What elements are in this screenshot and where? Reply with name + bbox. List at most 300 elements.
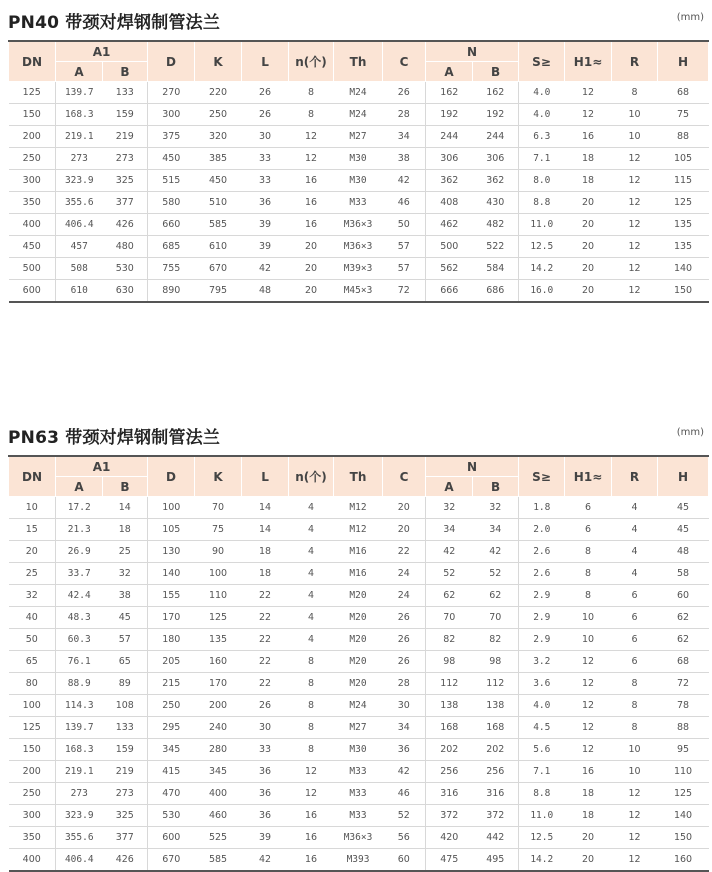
cell-a1-a: 406.4 <box>56 214 103 236</box>
cell-n-a: 52 <box>426 563 473 585</box>
cell-k: 795 <box>195 280 242 303</box>
cell-h: 58 <box>658 563 709 585</box>
cell-c: 46 <box>383 192 426 214</box>
table-row <box>9 126 709 148</box>
cell-r: 4 <box>612 519 658 541</box>
cell-bolt-count: 16 <box>289 170 334 192</box>
cell-n-a: 62 <box>426 585 473 607</box>
table-row <box>9 541 709 563</box>
header-n-b: B <box>473 477 519 497</box>
cell-n-a: 316 <box>426 783 473 805</box>
cell-s: 2.6 <box>519 563 565 585</box>
header-bolt-count: n(个) <box>289 456 334 497</box>
cell-h1: 18 <box>565 783 612 805</box>
cell-dn: 20 <box>9 541 56 563</box>
cell-r: 10 <box>612 739 658 761</box>
cell-r: 12 <box>612 783 658 805</box>
cell-h: 45 <box>658 497 709 519</box>
cell-a1-a: 21.3 <box>56 519 103 541</box>
cell-a1-b: 133 <box>103 717 148 739</box>
cell-h: 75 <box>658 104 709 126</box>
cell-d: 180 <box>148 629 195 651</box>
cell-h1: 6 <box>565 519 612 541</box>
cell-a1-b: 133 <box>103 82 148 104</box>
cell-r: 6 <box>612 585 658 607</box>
header-c: C <box>383 456 426 497</box>
cell-n-a: 256 <box>426 761 473 783</box>
cell-n-a: 408 <box>426 192 473 214</box>
header-s: S≥ <box>519 456 565 497</box>
cell-s: 12.5 <box>519 236 565 258</box>
cell-n-b: 316 <box>473 783 519 805</box>
cell-h: 88 <box>658 126 709 148</box>
cell-d: 685 <box>148 236 195 258</box>
table-row <box>9 258 709 280</box>
cell-l: 30 <box>242 126 289 148</box>
cell-s: 14.2 <box>519 849 565 872</box>
cell-k: 450 <box>195 170 242 192</box>
cell-h1: 6 <box>565 497 612 519</box>
cell-n-b: 584 <box>473 258 519 280</box>
cell-a1-a: 168.3 <box>56 104 103 126</box>
cell-r: 10 <box>612 104 658 126</box>
header-a1-b: B <box>103 62 148 82</box>
header-l: L <box>242 456 289 497</box>
cell-d: 415 <box>148 761 195 783</box>
cell-h1: 18 <box>565 805 612 827</box>
cell-l: 39 <box>242 236 289 258</box>
cell-c: 26 <box>383 82 426 104</box>
cell-k: 585 <box>195 849 242 872</box>
cell-k: 160 <box>195 651 242 673</box>
cell-l: 22 <box>242 629 289 651</box>
cell-dn: 300 <box>9 170 56 192</box>
cell-l: 36 <box>242 783 289 805</box>
cell-a1-a: 114.3 <box>56 695 103 717</box>
cell-a1-b: 18 <box>103 519 148 541</box>
cell-th: M393 <box>334 849 383 872</box>
cell-bolt-count: 8 <box>289 695 334 717</box>
cell-l: 18 <box>242 541 289 563</box>
cell-bolt-count: 12 <box>289 126 334 148</box>
cell-k: 250 <box>195 104 242 126</box>
cell-th: M39×3 <box>334 258 383 280</box>
cell-a1-a: 355.6 <box>56 827 103 849</box>
cell-l: 14 <box>242 519 289 541</box>
cell-n-a: 82 <box>426 629 473 651</box>
cell-c: 57 <box>383 236 426 258</box>
cell-h: 150 <box>658 827 709 849</box>
cell-r: 12 <box>612 827 658 849</box>
cell-k: 400 <box>195 783 242 805</box>
cell-h1: 20 <box>565 192 612 214</box>
cell-a1-b: 108 <box>103 695 148 717</box>
cell-k: 240 <box>195 717 242 739</box>
cell-d: 270 <box>148 82 195 104</box>
cell-n-a: 244 <box>426 126 473 148</box>
cell-a1-a: 323.9 <box>56 805 103 827</box>
cell-n-a: 70 <box>426 607 473 629</box>
pn63-section <box>8 423 708 872</box>
cell-n-a: 475 <box>426 849 473 872</box>
cell-k: 110 <box>195 585 242 607</box>
pn63-title: PN63 带颈对焊钢制管法兰 <box>8 428 221 448</box>
table-row <box>9 629 709 651</box>
header-a1: A1 <box>56 456 148 477</box>
cell-h1: 20 <box>565 258 612 280</box>
header-th: Th <box>334 456 383 497</box>
cell-r: 12 <box>612 236 658 258</box>
cell-n-a: 372 <box>426 805 473 827</box>
cell-n-a: 32 <box>426 497 473 519</box>
cell-d: 250 <box>148 695 195 717</box>
cell-s: 8.8 <box>519 783 565 805</box>
cell-l: 30 <box>242 717 289 739</box>
cell-h: 135 <box>658 236 709 258</box>
cell-r: 12 <box>612 192 658 214</box>
cell-bolt-count: 4 <box>289 497 334 519</box>
cell-l: 22 <box>242 673 289 695</box>
table-row <box>9 739 709 761</box>
cell-dn: 300 <box>9 805 56 827</box>
cell-l: 22 <box>242 651 289 673</box>
cell-s: 4.0 <box>519 82 565 104</box>
cell-a1-a: 139.7 <box>56 82 103 104</box>
cell-n-b: 686 <box>473 280 519 303</box>
pn40-table <box>8 40 709 303</box>
cell-c: 56 <box>383 827 426 849</box>
cell-n-a: 500 <box>426 236 473 258</box>
cell-n-b: 256 <box>473 761 519 783</box>
cell-r: 12 <box>612 849 658 872</box>
cell-s: 2.9 <box>519 607 565 629</box>
cell-dn: 400 <box>9 849 56 872</box>
header-th: Th <box>334 41 383 82</box>
cell-bolt-count: 4 <box>289 563 334 585</box>
cell-a1-b: 426 <box>103 214 148 236</box>
cell-th: M24 <box>334 695 383 717</box>
cell-a1-a: 42.4 <box>56 585 103 607</box>
table-row <box>9 651 709 673</box>
cell-k: 280 <box>195 739 242 761</box>
cell-l: 42 <box>242 849 289 872</box>
cell-k: 320 <box>195 126 242 148</box>
cell-l: 48 <box>242 280 289 303</box>
cell-a1-a: 355.6 <box>56 192 103 214</box>
cell-n-a: 562 <box>426 258 473 280</box>
cell-r: 12 <box>612 258 658 280</box>
cell-n-a: 98 <box>426 651 473 673</box>
cell-a1-b: 426 <box>103 849 148 872</box>
cell-l: 22 <box>242 607 289 629</box>
cell-c: 20 <box>383 497 426 519</box>
cell-c: 26 <box>383 651 426 673</box>
cell-bolt-count: 8 <box>289 739 334 761</box>
cell-k: 100 <box>195 563 242 585</box>
cell-dn: 65 <box>9 651 56 673</box>
cell-k: 510 <box>195 192 242 214</box>
cell-a1-a: 273 <box>56 783 103 805</box>
cell-h: 150 <box>658 280 709 303</box>
cell-a1-b: 480 <box>103 236 148 258</box>
cell-r: 12 <box>612 280 658 303</box>
cell-d: 100 <box>148 497 195 519</box>
cell-s: 5.6 <box>519 739 565 761</box>
cell-a1-b: 89 <box>103 673 148 695</box>
table-row <box>9 673 709 695</box>
header-n-a: A <box>426 477 473 497</box>
cell-a1-a: 26.9 <box>56 541 103 563</box>
cell-c: 24 <box>383 563 426 585</box>
cell-th: M24 <box>334 82 383 104</box>
cell-k: 220 <box>195 82 242 104</box>
cell-dn: 100 <box>9 695 56 717</box>
cell-a1-a: 219.1 <box>56 761 103 783</box>
cell-th: M30 <box>334 148 383 170</box>
cell-l: 33 <box>242 170 289 192</box>
header-k: K <box>195 456 242 497</box>
header-dn: DN <box>9 41 56 82</box>
cell-h1: 12 <box>565 695 612 717</box>
cell-dn: 125 <box>9 82 56 104</box>
pn40-title: PN40 带颈对焊钢制管法兰 <box>8 13 221 33</box>
cell-n-a: 420 <box>426 827 473 849</box>
cell-n-b: 112 <box>473 673 519 695</box>
cell-n-a: 192 <box>426 104 473 126</box>
cell-a1-b: 325 <box>103 805 148 827</box>
cell-c: 60 <box>383 849 426 872</box>
header-n: N <box>426 41 519 62</box>
header-d: D <box>148 41 195 82</box>
cell-h1: 12 <box>565 82 612 104</box>
cell-a1-b: 159 <box>103 739 148 761</box>
cell-s: 14.2 <box>519 258 565 280</box>
cell-th: M36×3 <box>334 214 383 236</box>
cell-dn: 350 <box>9 192 56 214</box>
pn63-unit: (mm) <box>676 427 704 438</box>
cell-h1: 18 <box>565 148 612 170</box>
header-a1-b: B <box>103 477 148 497</box>
cell-d: 670 <box>148 849 195 872</box>
cell-s: 16.0 <box>519 280 565 303</box>
cell-bolt-count: 16 <box>289 827 334 849</box>
header-a1: A1 <box>56 41 148 62</box>
cell-h1: 16 <box>565 761 612 783</box>
cell-k: 385 <box>195 148 242 170</box>
cell-h: 78 <box>658 695 709 717</box>
cell-r: 6 <box>612 629 658 651</box>
cell-n-b: 32 <box>473 497 519 519</box>
cell-c: 26 <box>383 607 426 629</box>
header-h: H <box>658 41 709 82</box>
cell-l: 26 <box>242 104 289 126</box>
cell-l: 39 <box>242 214 289 236</box>
cell-c: 42 <box>383 761 426 783</box>
cell-bolt-count: 8 <box>289 673 334 695</box>
cell-c: 46 <box>383 783 426 805</box>
cell-a1-a: 610 <box>56 280 103 303</box>
cell-n-a: 42 <box>426 541 473 563</box>
cell-dn: 150 <box>9 104 56 126</box>
cell-l: 22 <box>242 585 289 607</box>
table-row <box>9 717 709 739</box>
cell-l: 26 <box>242 82 289 104</box>
cell-h1: 20 <box>565 827 612 849</box>
cell-r: 8 <box>612 673 658 695</box>
cell-d: 375 <box>148 126 195 148</box>
cell-d: 530 <box>148 805 195 827</box>
cell-a1-a: 406.4 <box>56 849 103 872</box>
header-r: R <box>612 456 658 497</box>
cell-th: M20 <box>334 607 383 629</box>
cell-bolt-count: 4 <box>289 607 334 629</box>
cell-s: 4.5 <box>519 717 565 739</box>
cell-a1-a: 168.3 <box>56 739 103 761</box>
cell-th: M33 <box>334 805 383 827</box>
cell-a1-a: 508 <box>56 258 103 280</box>
cell-n-b: 495 <box>473 849 519 872</box>
cell-n-b: 70 <box>473 607 519 629</box>
cell-d: 580 <box>148 192 195 214</box>
cell-a1-b: 273 <box>103 148 148 170</box>
cell-a1-b: 325 <box>103 170 148 192</box>
cell-c: 28 <box>383 104 426 126</box>
cell-r: 12 <box>612 170 658 192</box>
cell-bolt-count: 16 <box>289 849 334 872</box>
cell-c: 50 <box>383 214 426 236</box>
cell-bolt-count: 16 <box>289 805 334 827</box>
cell-h: 88 <box>658 717 709 739</box>
cell-a1-a: 273 <box>56 148 103 170</box>
cell-r: 12 <box>612 805 658 827</box>
cell-a1-a: 76.1 <box>56 651 103 673</box>
header-k: K <box>195 41 242 82</box>
cell-d: 170 <box>148 607 195 629</box>
cell-h1: 12 <box>565 104 612 126</box>
cell-dn: 250 <box>9 148 56 170</box>
cell-bolt-count: 16 <box>289 214 334 236</box>
cell-s: 7.1 <box>519 761 565 783</box>
cell-a1-b: 32 <box>103 563 148 585</box>
cell-n-b: 430 <box>473 192 519 214</box>
cell-bolt-count: 4 <box>289 541 334 563</box>
cell-d: 130 <box>148 541 195 563</box>
table-row <box>9 148 709 170</box>
cell-r: 10 <box>612 126 658 148</box>
cell-h: 68 <box>658 82 709 104</box>
header-n: N <box>426 456 519 477</box>
cell-a1-b: 65 <box>103 651 148 673</box>
cell-h1: 18 <box>565 170 612 192</box>
cell-k: 585 <box>195 214 242 236</box>
cell-h1: 20 <box>565 214 612 236</box>
cell-d: 295 <box>148 717 195 739</box>
cell-th: M36×3 <box>334 236 383 258</box>
cell-d: 300 <box>148 104 195 126</box>
cell-a1-a: 457 <box>56 236 103 258</box>
cell-h: 140 <box>658 805 709 827</box>
header-bolt-count: n(个) <box>289 41 334 82</box>
pn63-table <box>8 455 709 872</box>
cell-s: 12.5 <box>519 827 565 849</box>
cell-d: 345 <box>148 739 195 761</box>
cell-s: 8.8 <box>519 192 565 214</box>
cell-h: 135 <box>658 214 709 236</box>
cell-dn: 125 <box>9 717 56 739</box>
cell-bolt-count: 16 <box>289 192 334 214</box>
cell-l: 36 <box>242 805 289 827</box>
cell-c: 28 <box>383 673 426 695</box>
cell-h1: 20 <box>565 849 612 872</box>
cell-n-b: 62 <box>473 585 519 607</box>
cell-r: 12 <box>612 214 658 236</box>
cell-a1-a: 323.9 <box>56 170 103 192</box>
header-h: H <box>658 456 709 497</box>
cell-h: 160 <box>658 849 709 872</box>
cell-h: 48 <box>658 541 709 563</box>
cell-l: 26 <box>242 695 289 717</box>
cell-h1: 12 <box>565 673 612 695</box>
cell-h: 125 <box>658 783 709 805</box>
cell-th: M20 <box>334 651 383 673</box>
cell-d: 470 <box>148 783 195 805</box>
header-c: C <box>383 41 426 82</box>
cell-bolt-count: 20 <box>289 280 334 303</box>
header-l: L <box>242 41 289 82</box>
cell-h1: 8 <box>565 585 612 607</box>
cell-r: 4 <box>612 541 658 563</box>
cell-dn: 40 <box>9 607 56 629</box>
table-row <box>9 695 709 717</box>
cell-s: 11.0 <box>519 214 565 236</box>
cell-d: 755 <box>148 258 195 280</box>
cell-bolt-count: 8 <box>289 717 334 739</box>
cell-bolt-count: 4 <box>289 519 334 541</box>
cell-h: 115 <box>658 170 709 192</box>
cell-th: M24 <box>334 104 383 126</box>
cell-k: 75 <box>195 519 242 541</box>
cell-a1-a: 219.1 <box>56 126 103 148</box>
cell-l: 18 <box>242 563 289 585</box>
cell-h: 140 <box>658 258 709 280</box>
cell-k: 125 <box>195 607 242 629</box>
cell-s: 4.0 <box>519 104 565 126</box>
cell-l: 33 <box>242 148 289 170</box>
cell-n-b: 82 <box>473 629 519 651</box>
header-d: D <box>148 456 195 497</box>
cell-n-a: 666 <box>426 280 473 303</box>
cell-s: 8.0 <box>519 170 565 192</box>
cell-s: 3.6 <box>519 673 565 695</box>
table-row <box>9 497 709 519</box>
cell-c: 26 <box>383 629 426 651</box>
cell-s: 1.8 <box>519 497 565 519</box>
header-a1-a: A <box>56 62 103 82</box>
cell-bolt-count: 8 <box>289 82 334 104</box>
cell-n-a: 362 <box>426 170 473 192</box>
cell-l: 39 <box>242 827 289 849</box>
cell-r: 6 <box>612 607 658 629</box>
cell-th: M33 <box>334 783 383 805</box>
table-row <box>9 214 709 236</box>
cell-h: 105 <box>658 148 709 170</box>
table-row <box>9 519 709 541</box>
cell-h: 72 <box>658 673 709 695</box>
cell-a1-b: 57 <box>103 629 148 651</box>
cell-bolt-count: 12 <box>289 761 334 783</box>
cell-n-b: 52 <box>473 563 519 585</box>
cell-n-b: 442 <box>473 827 519 849</box>
